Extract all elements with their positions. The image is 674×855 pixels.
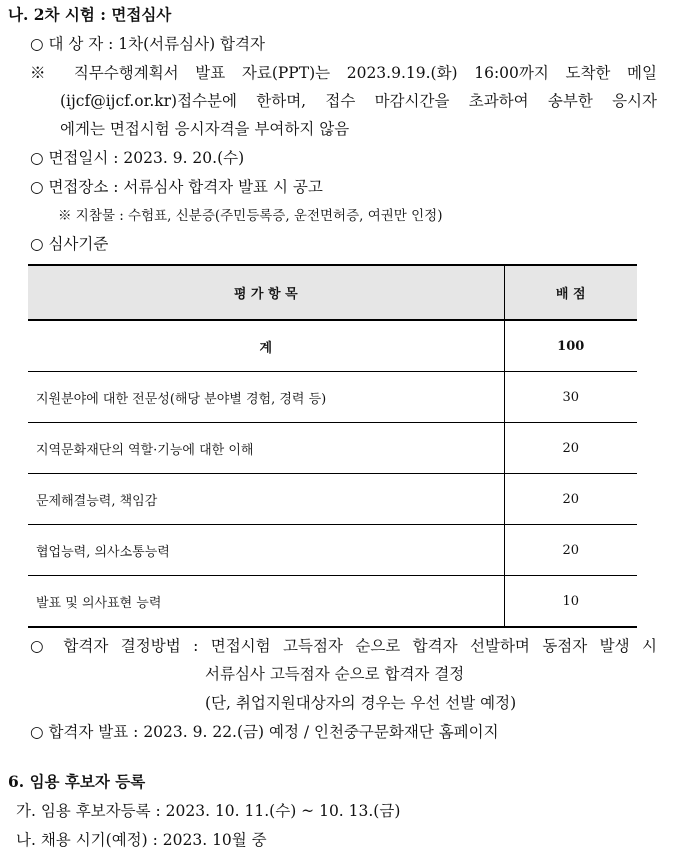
decision-method-line-1: ○ 합격자 결정방법 : 면접시험 고득점자 순으로 합격자 선발하며 동점자 발생 시: [30, 637, 657, 655]
row-score: 20: [504, 474, 637, 525]
header-evaluation-item: 평 가 항 목: [28, 265, 504, 320]
total-label: 계: [28, 320, 504, 372]
header-score: 배 점: [504, 265, 637, 320]
row-item: 지원분야에 대한 전문성(해당 분야별 경험, 경력 등): [28, 372, 504, 423]
section-heading-registration: 6. 임용 후보자 등록: [8, 772, 146, 791]
registration-period: 가. 임용 후보자등록 : 2023. 10. 11.(수) ~ 10. 13.(금): [16, 802, 401, 820]
ppt-note-line-2: (ijcf@ijcf.or.kr)접수분에 한하며, 접수 마감시간을 초과하여 송부한 응시자: [60, 92, 657, 110]
row-item: 발표 및 의사표현 능력: [28, 576, 504, 628]
criteria-label: ○ 심사기준: [30, 235, 109, 253]
ppt-note-line-1: ※ 직무수행계획서 발표 자료(PPT)는 2023.9.19.(화) 16:00까지 도착한 메일: [30, 64, 657, 82]
decision-method-line-3: (단, 취업지원대상자의 경우는 우선 선발 예정): [205, 694, 517, 712]
total-value: 100: [504, 320, 637, 372]
table-row: [28, 423, 637, 474]
row-score: 20: [504, 525, 637, 576]
table-row: [28, 525, 637, 576]
row-score: 20: [504, 423, 637, 474]
table-total-row: [28, 320, 637, 372]
interview-target: ○ 대 상 자 : 1차(서류심사) 합격자: [30, 35, 265, 53]
row-item: 지역문화재단의 역할·기능에 대한 이해: [28, 423, 504, 474]
row-item: 협업능력, 의사소통능력: [28, 525, 504, 576]
row-item: 문제해결능력, 책임감: [28, 474, 504, 525]
section-heading-interview: 나. 2차 시험 : 면접심사: [8, 5, 172, 24]
row-score: 10: [504, 576, 637, 628]
table-row: [28, 474, 637, 525]
hiring-schedule: 나. 채용 시기(예정) : 2023. 10월 중: [16, 831, 267, 849]
ppt-note-line-3: 에게는 면접시험 응시자격을 부여하지 않음: [60, 120, 350, 138]
interview-place: ○ 면접장소 : 서류심사 합격자 발표 시 공고: [30, 178, 323, 196]
table-row: [28, 576, 637, 628]
result-announcement: ○ 합격자 발표 : 2023. 9. 22.(금) 예정 / 인천중구문화재단 홈페이지: [30, 723, 499, 741]
evaluation-criteria-table: [28, 264, 637, 628]
table-row: [28, 372, 637, 423]
interview-date: ○ 면접일시 : 2023. 9. 20.(수): [30, 149, 245, 167]
items-to-bring-note: ※ 지참물 : 수험표, 신분증(주민등록증, 운전면허증, 여권만 인정): [58, 208, 443, 224]
row-score: 30: [504, 372, 637, 423]
decision-method-line-2: 서류심사 고득점자 순으로 합격자 결정: [205, 665, 465, 683]
table-header-row: [28, 265, 637, 320]
